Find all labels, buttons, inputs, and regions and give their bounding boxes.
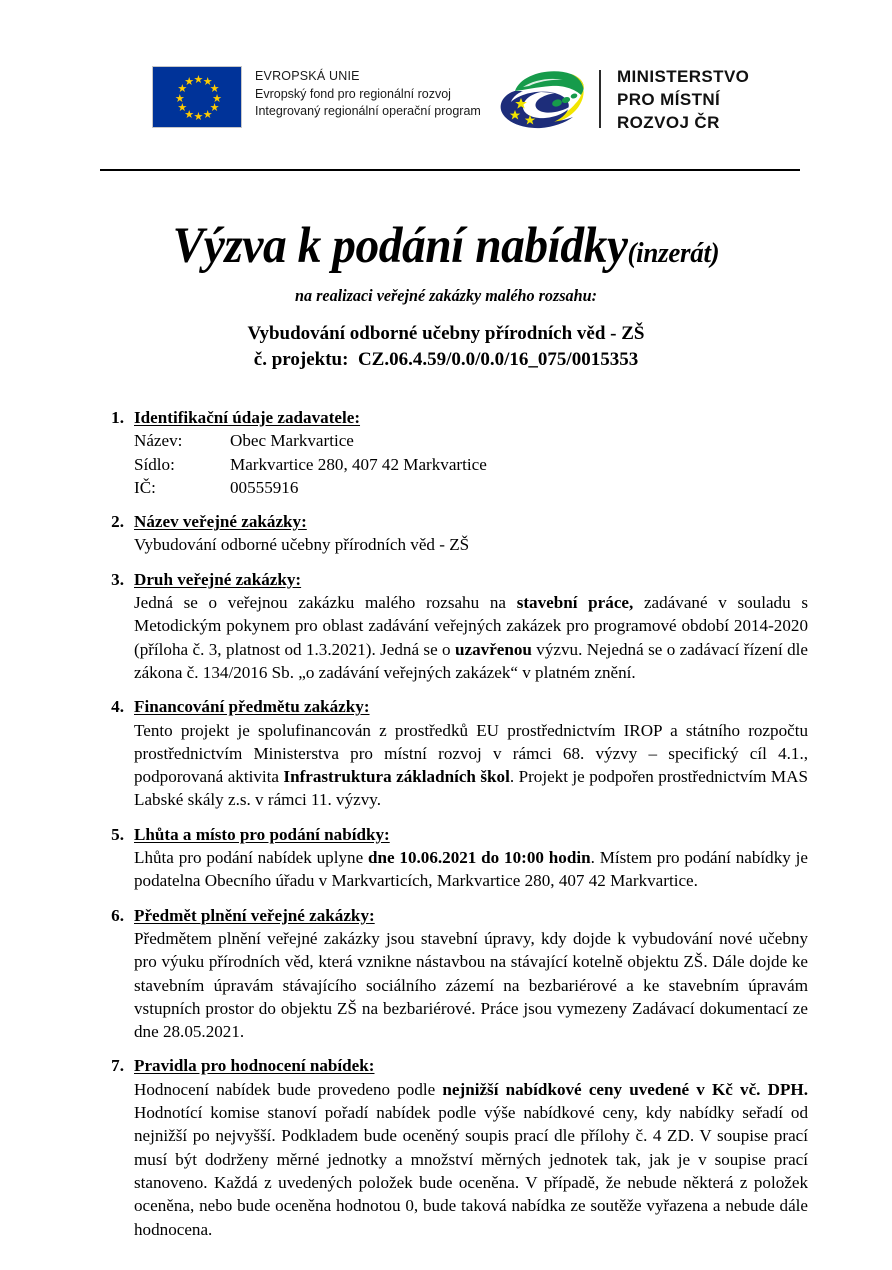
ministry-logo-block	[495, 62, 749, 136]
section-3-number: 3.	[111, 569, 124, 589]
eu-star-icon: ★	[193, 72, 204, 86]
section-6-body: Předmětem plnění veřejné zakázky jsou stavební úpravy, kdy dojde k vybudování nové učebny pro výuku přírodních věd, která vznikne nástavbou na stávající kotelně objektu ZŠ. Dále dojde ke stavebním úpravám stávajícího sociálního zázemí na bezbariérové a ke stavebním úpravám vstupních prostor do objektu ZŠ na bezbariérové. Práce jsou vymezeny Zadávací dokumentací ze dne 28.05.2021.	[134, 928, 808, 1042]
table-row	[134, 476, 487, 499]
eu-star-icon: ★	[202, 75, 213, 89]
document-title	[31, 218, 861, 281]
ministry-line-1: MINISTERSTVO	[617, 66, 750, 86]
document-subtitle: na realizaci veřejné zakázky malého rozsahu:	[295, 286, 597, 305]
section-5-text-pre: Lhůta pro podání nabídek uplyne	[134, 848, 368, 868]
section-4-body	[134, 719, 808, 812]
section-1	[98, 406, 808, 499]
id-value-nazev: Obec Markvartice	[230, 431, 354, 451]
section-4-bold-1: Infrastruktura základních škol	[283, 767, 510, 787]
title-block	[0, 218, 892, 306]
section-3-heading: Druh veřejné zakázky:	[134, 569, 302, 589]
section-2-number: 2.	[111, 512, 124, 532]
project-number-line	[0, 347, 892, 373]
logo-divider	[599, 70, 601, 128]
eu-logo-text	[255, 66, 481, 121]
section-4	[98, 695, 808, 811]
eu-star-icon: ★	[209, 100, 220, 114]
section-4-text-pre: Tento projekt je spolufinancován z prostředků EU prostřednictvím IROP a státního rozpočtu prostřednictvím Ministerstva pro místní rozvoj v rámci 68. výzvy – specifický cíl 4.1., podporovaná aktivita	[134, 720, 808, 787]
section-3-body	[134, 591, 808, 684]
section-6-number: 6.	[111, 905, 124, 925]
header-divider-rule	[100, 169, 800, 171]
id-key-ic: IČ:	[134, 477, 156, 497]
ministry-line-3: ROZVOJ ČR	[617, 112, 720, 132]
eu-star-icon: ★	[202, 107, 213, 121]
section-4-heading: Financování předmětu zakázky:	[134, 697, 370, 717]
eu-star-icon: ★	[193, 110, 204, 124]
section-3-text-mid: zadávané v souladu s Metodickým pokynem pro oblast zadávání veřejných zakázek pro programové období 2014-2020 (příloha č. 3, platnost od 1.3.2021). Jedná se o	[134, 593, 809, 659]
section-7-number: 7.	[111, 1056, 124, 1076]
eu-star-icon: ★	[209, 82, 220, 96]
section-5-number: 5.	[111, 824, 124, 844]
eu-star-icon: ★	[184, 75, 195, 89]
section-6-heading: Předmět plnění veřejné zakázky:	[134, 905, 375, 925]
section-4-number: 4.	[111, 697, 124, 717]
eu-line-1: EVROPSKÁ UNIE	[255, 69, 360, 83]
ministry-line-2: PRO MÍSTNÍ	[617, 89, 721, 109]
section-3-bold-1: stavební práce,	[516, 593, 634, 613]
project-name: Vybudování odborné učebny přírodních věd - ZŠ	[247, 323, 645, 344]
section-3-text-post: výzvu. Nejedná se o zadávací řízení dle zákona č. 134/2016 Sb. „o zadávání veřejných zakázek“ v platném znění.	[134, 639, 808, 682]
section-7-bold-1: nejnižší nabídkové ceny uvedené v Kč vč. DPH.	[442, 1079, 808, 1099]
section-7-heading: Pravidla pro hodnocení nabídek:	[134, 1056, 375, 1076]
ministry-logo-text	[617, 65, 749, 134]
eu-star-icon: ★	[212, 91, 222, 105]
project-number-label: č. projektu:	[253, 349, 349, 370]
section-5-heading: Lhůta a místo pro podání nabídky:	[134, 824, 390, 844]
section-2-heading: Název veřejné zakázky:	[134, 512, 307, 532]
section-1-heading: Identifikační údaje zadavatele:	[134, 408, 361, 427]
id-key-nazev: Název:	[134, 431, 183, 451]
document-header	[0, 0, 892, 150]
identification-table	[134, 429, 487, 499]
section-7-text-post: Hodnotící komise stanoví pořadí nabídek podle výše nabídkové ceny, kdy nabídky seřadí od nejnižší po nejvyšší. Podkladem bude oceněný soupis prací dle přílohy č. 4 ZD. V soupise prací musí být dodrženy měrné jednotky a množství měrných jednotek tak, jak je v soupise prací stanoveno. Každá z uvedených položek bude oceněna. V případě, že nebude některá z položek oceněna, nebo bude oceněna hodnotou 0, bude taková nabídka ze soutěže vyřazena a nebude dále hodnocena.	[134, 1103, 808, 1239]
id-value-ic: 00555916	[230, 477, 299, 497]
table-row	[134, 429, 487, 452]
section-3-text-pre: Jedná se o veřejnou zakázku malého rozsahu na	[134, 593, 517, 613]
section-1-number: 1.	[111, 408, 124, 427]
document-title-main: Výzva k podání nabídky	[172, 218, 628, 274]
eu-star-icon: ★	[184, 107, 195, 121]
eu-line-3: Integrovaný regionální operační program	[255, 104, 481, 118]
section-2	[98, 510, 808, 557]
section-5-bold-1: dne 10.06.2021 do 10:00 hodin	[367, 848, 591, 868]
table-row	[134, 453, 487, 476]
project-number-value: CZ.06.4.59/0.0/0.0/16_075/0015353	[357, 349, 639, 370]
section-3-bold-2: uzavřenou	[455, 639, 532, 659]
id-value-sidlo: Markvartice 280, 407 42 Markvartice	[230, 454, 487, 474]
section-5-text-post: . Místem pro podání nabídky je podatelna Obecního úřadu v Markvarticích, Markvartice 280, 407 42 Markvartice.	[134, 848, 808, 891]
id-key-sidlo: Sídlo:	[134, 454, 175, 474]
document-title-suffix: (inzerát)	[627, 237, 720, 269]
section-7	[98, 1054, 808, 1240]
section-4-text-post: . Projekt je podpořen prostřednictvím MAS Labské skály z.s. v rámci 11. výzvy.	[134, 767, 808, 810]
eu-star-icon: ★	[177, 82, 188, 96]
eu-logo-block	[152, 66, 481, 128]
section-5-body	[134, 846, 808, 893]
section-3	[98, 568, 808, 684]
eu-star-icon: ★	[177, 100, 188, 114]
sections-container	[98, 406, 808, 1252]
section-7-body	[134, 1078, 808, 1241]
eu-flag-icon	[152, 66, 242, 128]
section-6	[98, 904, 808, 1044]
section-2-body: Vybudování odborné učebny přírodních věd - ZŠ	[134, 535, 470, 555]
section-7-text-pre: Hodnocení nabídek bude provedeno podle	[134, 1079, 443, 1099]
project-block	[0, 321, 892, 373]
ministry-emblem-icon	[495, 62, 591, 136]
section-5	[98, 823, 808, 893]
eu-line-2: Evropský fond pro regionální rozvoj	[255, 86, 451, 101]
eu-star-icon: ★	[174, 91, 185, 105]
